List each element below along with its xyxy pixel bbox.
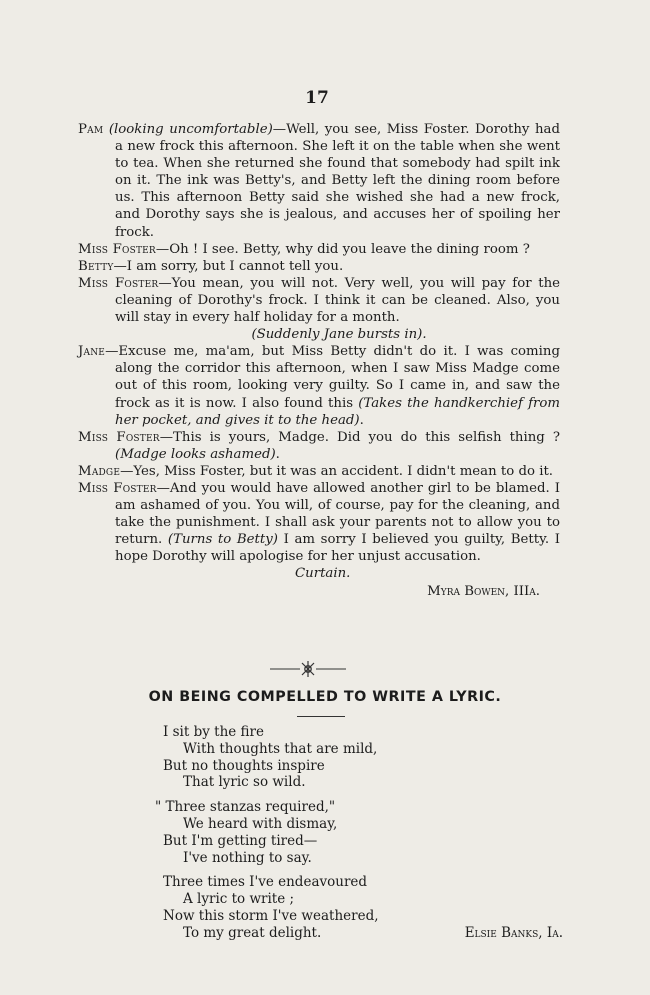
play-excerpt	[78, 121, 560, 600]
play-author: Myra Bowen, IIIa.	[427, 583, 540, 599]
speech: Jane—Excuse me, ma'am, but Miss Betty didn't do it. I was coming along the corridor this afternoon, when I saw Miss Madge come out of this room, looking very guilty. So I came in, and saw the frock as it is now. I also found this (Takes the handkerchief from her pocket, and gives it to the head).	[78, 344, 561, 428]
poem-line: Three times I've endeavoured	[163, 874, 368, 891]
speech: Madge—Yes, Miss Foster, but it was an accident. I didn't mean to do it.	[78, 463, 554, 479]
poem-author: Elsie Banks, Ia.	[464, 924, 563, 941]
poem-stanza	[163, 724, 563, 791]
page-number: 17	[305, 88, 329, 108]
poem-line: With thoughts that are mild,	[183, 740, 378, 757]
poem-stanza	[155, 799, 563, 866]
poem-line: " Three stanzas required,"	[155, 799, 336, 816]
speech: Betty—I am sorry, but I cannot tell you.	[78, 258, 344, 274]
speech: Miss Foster—And you would have allowed another girl to be blamed. I am ashamed of you. You will, of course, pay for the cleaning, and take the punishment. I shall ask your parents not to allow you to return. (Turns to Betty) I am sorry I believed you guilty, Betty. I hope Dorothy will apologise for her unjust accusation.	[78, 480, 560, 565]
poem-line: We heard with dismay,	[183, 815, 338, 832]
speech: Miss Foster—Oh ! I see. Betty, why did you leave the dining room ?	[78, 241, 530, 257]
stage-direction: (Suddenly Jane bursts in).	[251, 327, 427, 343]
poem-line: A lyric to write ;	[183, 891, 295, 908]
poem-line: To my great delight.	[183, 924, 322, 941]
poem-line: But I'm getting tired—	[163, 832, 318, 849]
poem-stanza	[163, 874, 563, 941]
poem-line: But no thoughts inspire	[163, 757, 325, 774]
speech: Miss Foster—This is yours, Madge. Did you do this selfish thing ? (Madge looks ashamed).	[78, 429, 561, 462]
title-rule	[297, 716, 345, 717]
ornament-divider	[268, 659, 348, 679]
poem-line: I sit by the fire	[163, 724, 264, 740]
poem-body	[155, 724, 563, 950]
poem-title: ON BEING COMPELLED TO WRITE A LYRIC.	[148, 689, 502, 705]
poem-line: Now this storm I've weathered,	[163, 907, 379, 924]
speech: Miss Foster—You mean, you will not. Very well, you will pay for the cleaning of Dorothy's frock. I think it can be cleaned. Also, you will stay in every half holiday for a month.	[78, 275, 560, 326]
speech: Pam (looking uncomfortable)—Well, you see, Miss Foster. Dorothy had a new frock this afternoon. She left it on the table when she went to tea. When she returned she found that somebody had spilt ink on it. The ink was Betty's, and Betty left the dining room before us. This afternoon Betty said she wished she had a new frock, and Dorothy says she is jealous, and accuses her of spoiling her frock.	[78, 122, 560, 240]
poem-line: That lyric so wild.	[183, 774, 306, 791]
curtain-direction: Curtain.	[295, 566, 351, 582]
poem-line: I've nothing to say.	[183, 849, 312, 866]
